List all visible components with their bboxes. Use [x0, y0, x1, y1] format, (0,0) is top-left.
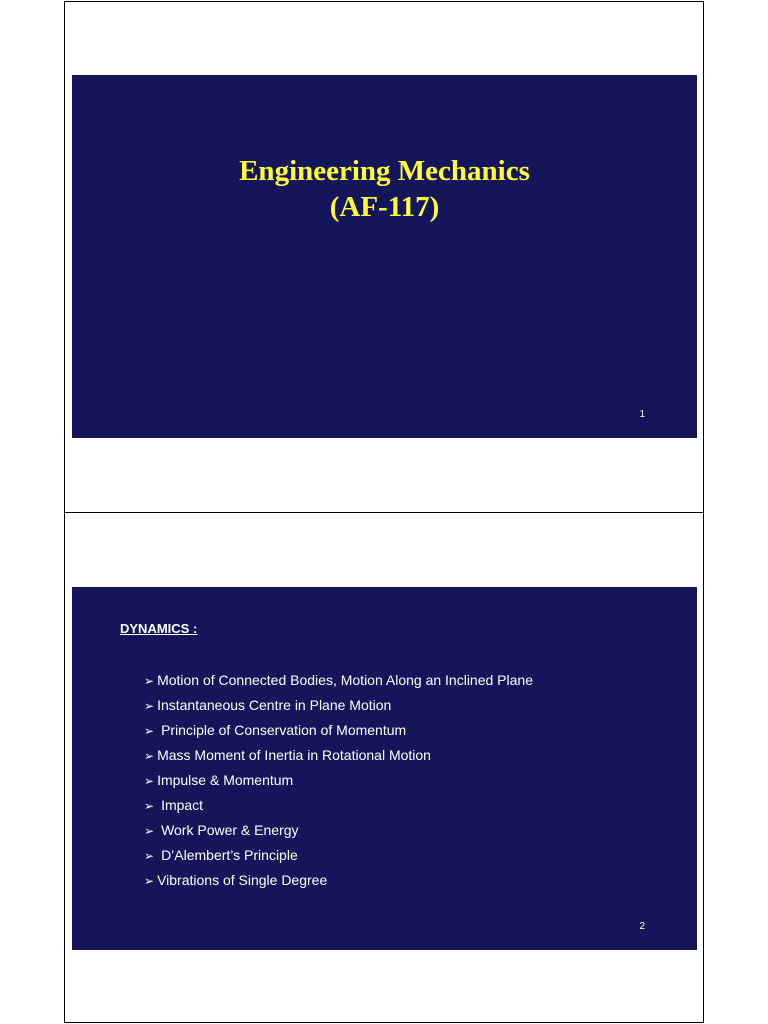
document-page-2 [64, 512, 704, 1023]
list-item [144, 671, 533, 696]
slide-title [72, 153, 697, 225]
arrow-bullet-icon: ➢ [144, 749, 155, 763]
list-item [144, 721, 533, 746]
list-item-text: Impulse & Momentum [157, 772, 294, 788]
list-item-text: Instantaneous Centre in Plane Motion [157, 697, 392, 713]
list-item-text: Motion of Connected Bodies, Motion Along an Inclined Plane [157, 672, 533, 688]
arrow-bullet-icon: ➢ [144, 799, 155, 813]
slide-number: 1 [639, 409, 645, 420]
list-item [144, 746, 533, 771]
topic-list [144, 671, 533, 896]
slide-2 [72, 587, 697, 950]
arrow-bullet-icon: ➢ [144, 824, 155, 838]
list-item-text: Mass Moment of Inertia in Rotational Motion [157, 747, 431, 763]
slide-title-line-1: Engineering Mechanics [239, 155, 530, 187]
list-item-text: Vibrations of Single Degree [157, 872, 328, 888]
arrow-bullet-icon: ➢ [144, 724, 155, 738]
arrow-bullet-icon: ➢ [144, 874, 155, 888]
arrow-bullet-icon: ➢ [144, 674, 155, 688]
list-item-text: Principle of Conservation of Momentum [161, 722, 407, 738]
document-page-1 [64, 1, 704, 513]
arrow-bullet-icon: ➢ [144, 849, 155, 863]
arrow-bullet-icon: ➢ [144, 774, 155, 788]
list-item [144, 821, 533, 846]
list-item-text: D’Alembert’s Principle [161, 847, 298, 863]
slide-title-line-2: (AF-117) [329, 191, 440, 223]
list-item-text: Work Power & Energy [161, 822, 299, 838]
list-item [144, 771, 533, 796]
list-item [144, 696, 533, 721]
arrow-bullet-icon: ➢ [144, 699, 155, 713]
list-item-text: Impact [161, 797, 204, 813]
list-item [144, 846, 533, 871]
list-item [144, 871, 533, 896]
slide-1 [72, 75, 697, 438]
slide-number: 2 [639, 921, 645, 932]
section-heading: DYNAMICS : [120, 621, 198, 636]
list-item [144, 796, 533, 821]
